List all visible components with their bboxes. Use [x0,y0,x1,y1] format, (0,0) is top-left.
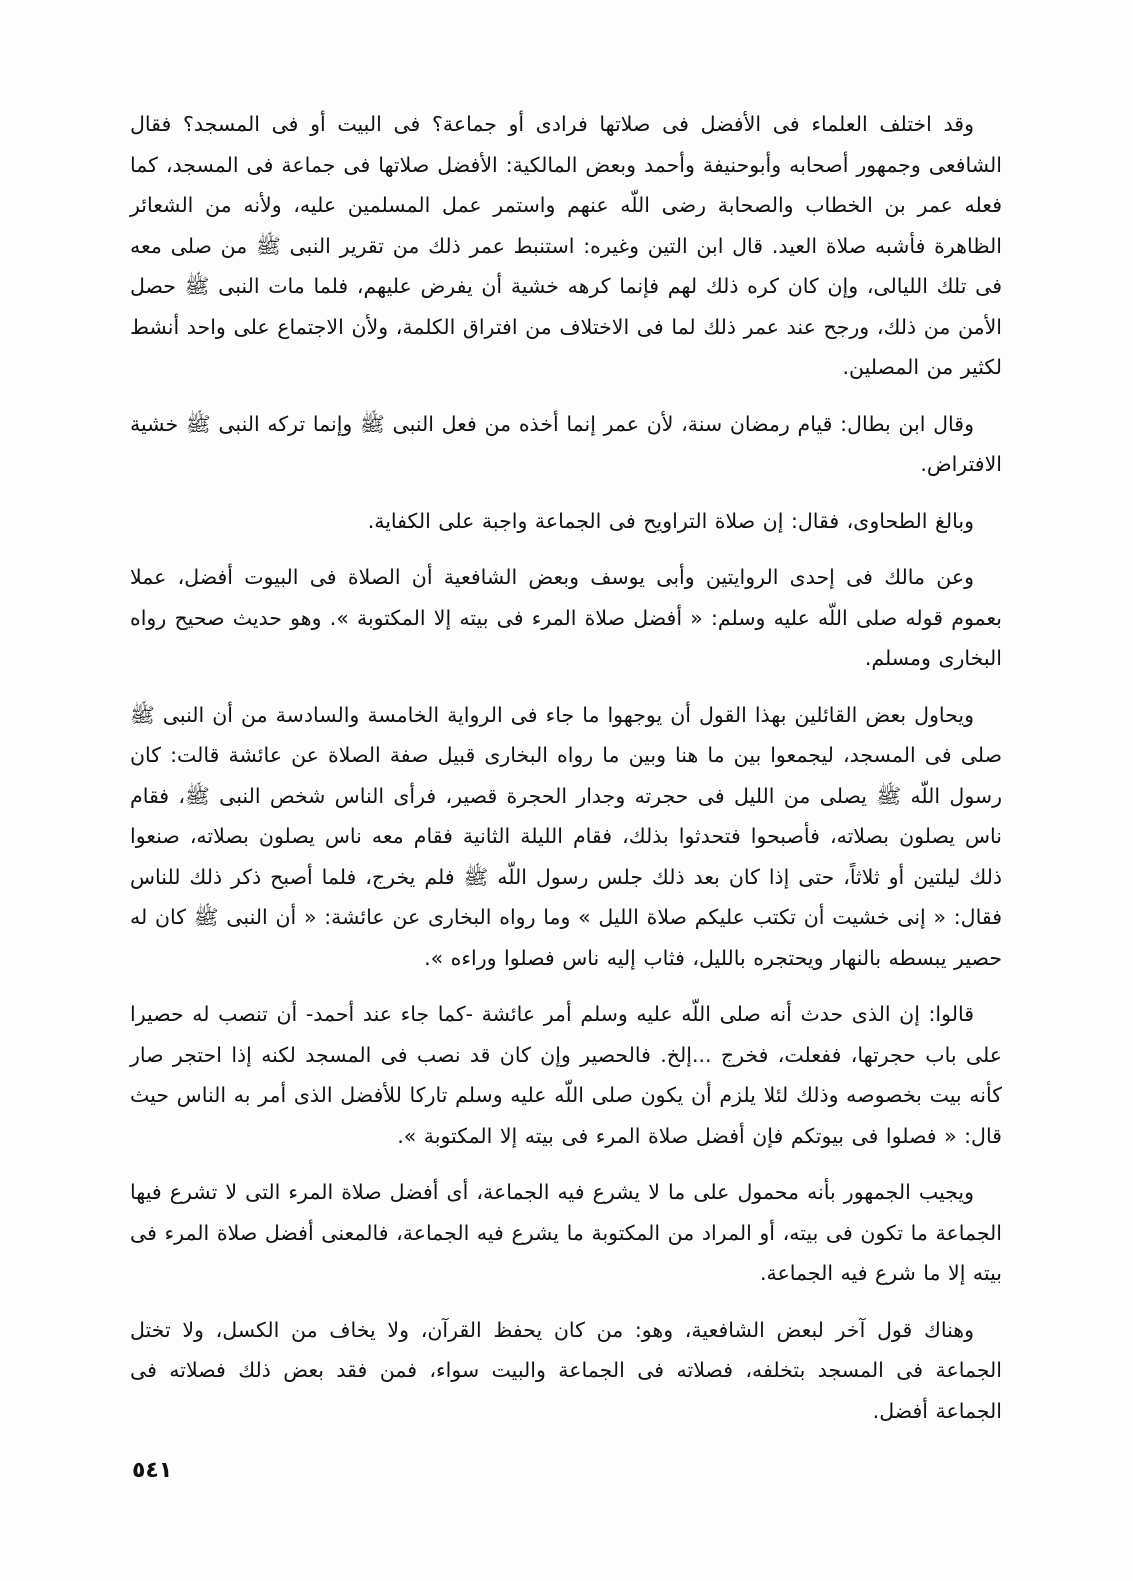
paragraph-7: ويجيب الجمهور بأنه محمول على ما لا يشرع فيه الجماعة، أى أفضل صلاة المرء التى لا تشرع فيها الجماعة ما تكون فى بيته، أو المراد من المكتوبة ما يشرع فيه الجماعة، فالمعنى أفضل صلاة المرء فى بيته إلا ما شرع فيه الجماعة. [130,1180,1002,1285]
paragraph-4: وعن مالك فى إحدى الروايتين وأبى يوسف وبعض الشافعية أن الصلاة فى البيوت أفضل، عملا بعموم قوله صلى اللّه عليه وسلم: « أفضل صلاة المرء فى بيته إلا المكتوبة ». وهو حديث صحيح رواه البخارى ومسلم. [130,565,1002,670]
page-number: ٥٤١ [132,1458,173,1483]
paragraph-5: ويحاول بعض القائلين بهذا القول أن يوجهوا ما جاء فى الرواية الخامسة والسادسة من أن النبى ﷺ صلى فى المسجد، ليجمعوا بين ما هنا وبين ما رواه البخارى قبيل صفة الصلاة عن عائشة قالت: كان رسول اللّه ﷺ يصلى من الليل فى حجرته وجدار الحجرة قصير، فرأى الناس شخص النبى ﷺ، فقام ناس يصلون بصلاته، فأصبحوا فتحدثوا بذلك، فقام الليلة الثانية فقام معه ناس يصلون بصلاته، صنعوا ذلك ليلتين أو ثلاثاً، حتى إذا كان بعد ذلك جلس رسول اللّه ﷺ فلم يخرج، فلما أصبح ذكر ذلك للناس فقال: « إنى خشيت أن تكتب عليكم صلاة الليل » وما رواه البخارى عن عائشة: « أن النبى ﷺ كان له حصير يبسطه بالنهار ويحتجره بالليل، فثاب إليه ناس فصلوا وراءه ». [130,702,1002,970]
body-text [130,104,1002,1447]
paragraph-2: وقال ابن بطال: قيام رمضان سنة، لأن عمر إنما أخذه من فعل النبى ﷺ وإنما تركه النبى ﷺ خشية الافتراض. [130,411,1002,476]
paragraph-6: قالوا: إن الذى حدث أنه صلى اللّه عليه وسلم أمر عائشة -كما جاء عند أحمد- أن تنصب له حصيرا على باب حجرتها، ففعلت، فخرج ...إلخ. فالحصير وإن كان قد نصب فى المسجد لكنه إذا احتجر صار كأنه بيت بخصوصه وذلك لئلا يلزم أن يكون صلى اللّه عليه وسلم تاركا للأفضل الذى أمر به الناس حيث قال: « فصلوا فى بيوتكم فإن أفضل صلاة المرء فى بيته إلا المكتوبة ». [130,1002,1002,1148]
paragraph-3: وبالغ الطحاوى، فقال: إن صلاة التراويح فى الجماعة واجبة على الكفاية. [367,508,974,533]
paragraph-1: وقد اختلف العلماء فى الأفضل فى صلاتها فرادى أو جماعة؟ فى البيت أو فى المسجد؟ فقال الشافعى وجمهور أصحابه وأبوحنيفة وأحمد وبعض المالكية: الأفضل صلاتها فى جماعة فى المسجد، كما فعله عمر بن الخطاب والصحابة رضى اللّه عنهم واستمر عمل المسلمين عليه، ولأنه من الشعائر الظاهرة فأشبه صلاة العيد. قال ابن التين وغيره: استنبط عمر ذلك من تقرير النبى ﷺ من صلى معه فى تلك الليالى، وإن كان كره ذلك لهم فإنما كرهه خشية أن يفرض عليهم، فلما مات النبى ﷺ حصل الأمن من ذلك، ورجح عند عمر ذلك لما فى الاختلاف من افتراق الكلمة، ولأن الاجتماع على واحد أنشط لكثير من المصلين. [130,112,1002,379]
paragraph-8: وهناك قول آخر لبعض الشافعية، وهو: من كان يحفظ القرآن، ولا يخاف من الكسل، ولا تختل الجماعة فى المسجد بتخلفه، فصلاته فى الجماعة والبيت سواء، فمن فقد بعض ذلك فصلاته فى الجماعة أفضل. [130,1317,1002,1423]
